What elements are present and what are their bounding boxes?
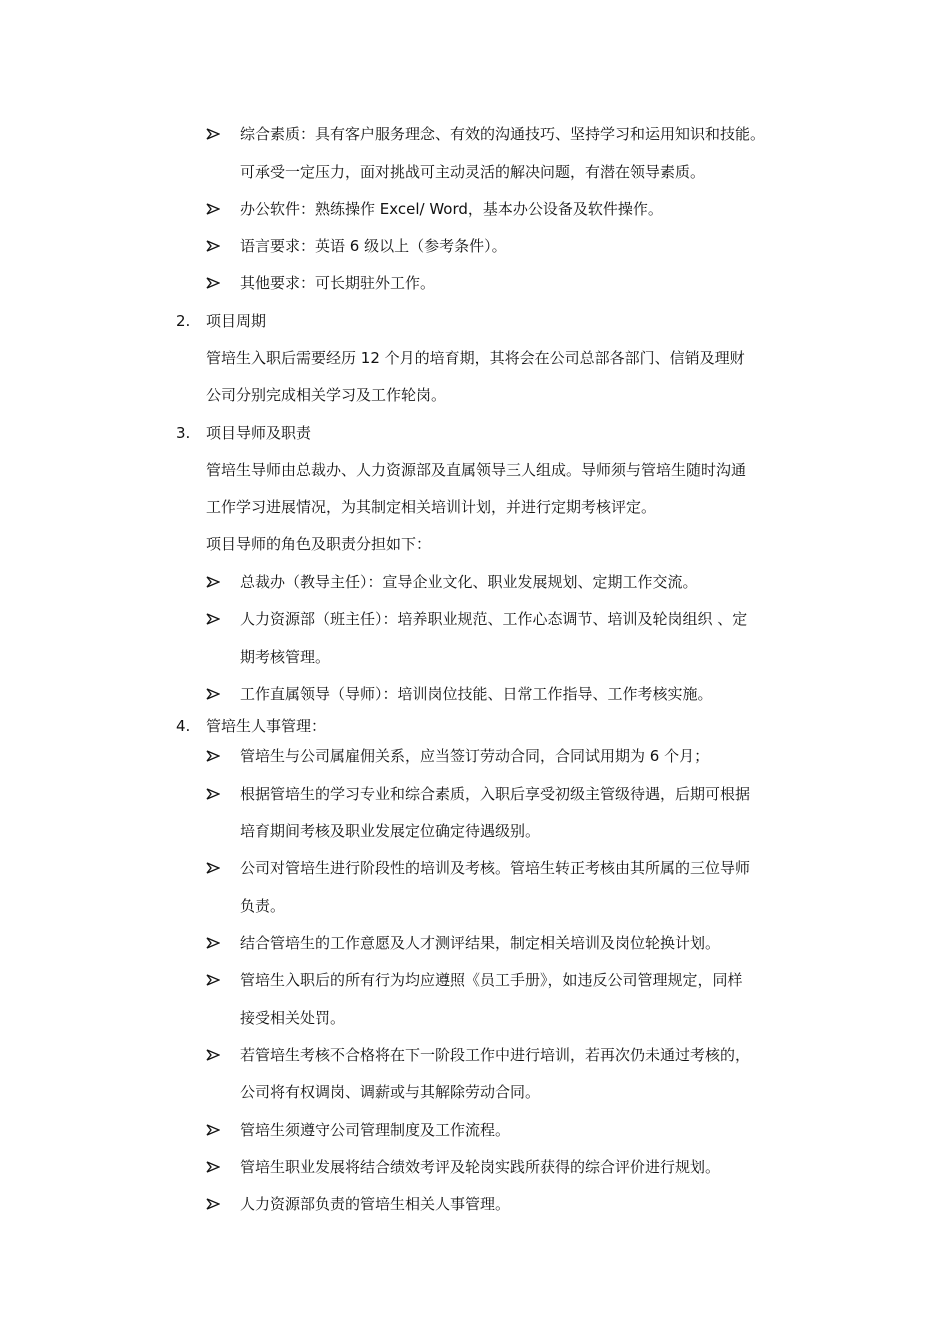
arrow-bullet-icon bbox=[206, 1157, 220, 1177]
bullet-text: 综合素质：具有客户服务理念、有效的沟通技巧、坚持学习和运用知识和技能。 bbox=[240, 125, 766, 143]
arrow-bullet-icon bbox=[206, 1045, 220, 1065]
section-title: 管培生人事管理： bbox=[206, 717, 327, 735]
section-number: 3. bbox=[176, 424, 191, 442]
arrow-bullet-icon bbox=[206, 124, 220, 144]
bullet-text: 根据管培生的学习专业和综合素质，入职后享受初级主管级待遇，后期可根据 bbox=[240, 785, 751, 803]
paragraph-text: 管培生入职后需要经历 12 个月的培育期，其将会在公司总部各部门、信销及理财 bbox=[206, 349, 745, 367]
bullet-text-continued: 培育期间考核及职业发展定位确定待遇级别。 bbox=[240, 822, 541, 840]
arrow-bullet-icon bbox=[206, 1120, 220, 1140]
bullet-text: 公司对管培生进行阶段性的培训及考核。管培生转正考核由其所属的三位导师 bbox=[240, 859, 751, 877]
bullet-text-continued: 负责。 bbox=[240, 897, 286, 915]
bullet-text: 办公软件：熟练操作 Excel/ Word，基本办公设备及软件操作。 bbox=[240, 200, 663, 218]
arrow-bullet-icon bbox=[206, 784, 220, 804]
arrow-bullet-icon bbox=[206, 572, 220, 592]
bullet-text-continued: 接受相关处罚。 bbox=[240, 1009, 346, 1027]
paragraph-text-continued: 工作学习进展情况，为其制定相关培训计划，并进行定期考核评定。 bbox=[206, 498, 657, 516]
bullet-text: 人力资源部（班主任）：培养职业规范、工作心态调节、培训及轮岗组织 、定 bbox=[240, 610, 748, 628]
arrow-bullet-icon bbox=[206, 236, 220, 256]
arrow-bullet-icon bbox=[206, 199, 220, 219]
paragraph-text-continued: 公司分别完成相关学习及工作轮岗。 bbox=[206, 386, 447, 404]
bullet-text: 工作直属领导（导师）：培训岗位技能、日常工作指导、工作考核实施。 bbox=[240, 685, 713, 703]
bullet-text: 语言要求：英语 6 级以上（参考条件）。 bbox=[240, 237, 507, 255]
bullet-text-continued: 公司将有权调岗、调薪或与其解除劳动合同。 bbox=[240, 1083, 541, 1101]
arrow-bullet-icon bbox=[206, 1194, 220, 1214]
arrow-bullet-icon bbox=[206, 609, 220, 629]
bullet-text-continued: 可承受一定压力，面对挑战可主动灵活的解决问题，有潜在领导素质。 bbox=[240, 163, 706, 181]
section-title: 项目周期 bbox=[206, 312, 267, 330]
arrow-bullet-icon bbox=[206, 684, 220, 704]
arrow-bullet-icon bbox=[206, 858, 220, 878]
bullet-text: 总裁办（教导主任）：宣导企业文化、职业发展规划、定期工作交流。 bbox=[240, 573, 698, 591]
arrow-bullet-icon bbox=[206, 746, 220, 766]
section-number: 4. bbox=[176, 717, 191, 735]
paragraph-text: 项目导师的角色及职责分担如下： bbox=[206, 535, 432, 553]
bullet-text: 管培生须遵守公司管理制度及工作流程。 bbox=[240, 1121, 511, 1139]
bullet-text: 若管培生考核不合格将在下一阶段工作中进行培训，若再次仍未通过考核的， bbox=[240, 1046, 751, 1064]
bullet-text-continued: 期考核管理。 bbox=[240, 648, 331, 666]
bullet-text: 结合管培生的工作意愿及人才测评结果，制定相关培训及岗位轮换计划。 bbox=[240, 934, 721, 952]
section-number: 2. bbox=[176, 312, 191, 330]
bullet-text: 管培生入职后的所有行为均应遵照《员工手册》，如违反公司管理规定，同样 bbox=[240, 971, 743, 989]
paragraph-text: 管培生导师由总裁办、人力资源部及直属领导三人组成。导师须与管培生随时沟通 bbox=[206, 461, 747, 479]
arrow-bullet-icon bbox=[206, 933, 220, 953]
bullet-text: 其他要求：可长期驻外工作。 bbox=[240, 274, 436, 292]
bullet-text: 管培生职业发展将结合绩效考评及轮岗实践所获得的综合评价进行规划。 bbox=[240, 1158, 721, 1176]
bullet-text: 人力资源部负责的管培生相关人事管理。 bbox=[240, 1195, 511, 1213]
arrow-bullet-icon bbox=[206, 970, 220, 990]
arrow-bullet-icon bbox=[206, 273, 220, 293]
bullet-text: 管培生与公司属雇佣关系，应当签订劳动合同，合同试用期为 6 个月； bbox=[240, 747, 710, 765]
section-title: 项目导师及职责 bbox=[206, 424, 312, 442]
